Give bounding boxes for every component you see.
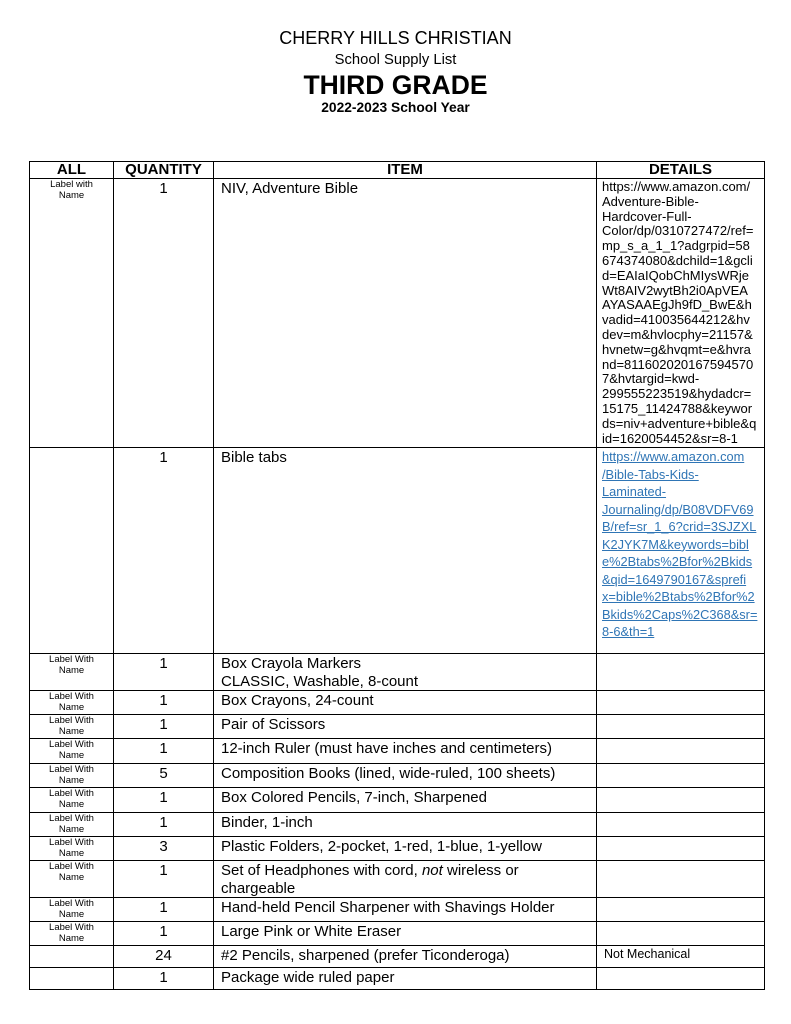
column-header-item: ITEM [214, 162, 597, 179]
url-line: Color/dp/0310727472/ref= [602, 223, 754, 239]
link-line[interactable]: x=bible%2Btabs%2Bfor%2 [602, 589, 755, 604]
url-line: Adventure-Bible- [602, 193, 699, 209]
supply-row [30, 861, 765, 898]
label-note-line: Name [58, 725, 85, 737]
url-line: https://www.amazon.com/ [602, 179, 751, 194]
details-cell [597, 861, 765, 898]
item-text: Set of Headphones with cord, [221, 862, 422, 879]
supply-row [30, 739, 765, 764]
item-cell [214, 861, 597, 898]
supply-row [30, 813, 765, 837]
school-year: 2022-2023 School Year [321, 100, 470, 115]
details-cell [597, 922, 765, 946]
label-note-line: Label With [49, 739, 94, 750]
label-note-line: Name [58, 847, 85, 859]
details-url-text [602, 179, 762, 446]
link-line[interactable]: 8-6&th=1 [602, 624, 655, 639]
url-line: id=1620054452&sr=8-1 [602, 430, 738, 446]
supply-row [30, 946, 765, 968]
quantity-cell: 1 [114, 898, 214, 922]
bible-tabs-link[interactable] [602, 448, 762, 641]
quantity-cell: 24 [114, 946, 214, 968]
url-line: hvnetw=g&hvqmt=e&hvra [602, 341, 751, 357]
link-line[interactable]: https://www.amazon.com [602, 449, 745, 464]
item-line: Box Crayola Markers [221, 655, 362, 672]
url-line: AYASAAEgJh9fD_BwE&h [602, 297, 752, 313]
column-header-quantity: QUANTITY [114, 162, 214, 179]
item-cell: #2 Pencils, sharpened (prefer Ticonderoga) [214, 946, 597, 968]
supply-row [30, 179, 765, 448]
column-header-all: ALL [30, 162, 114, 179]
item-cell: Box Colored Pencils, 7-inch, Sharpened [214, 788, 597, 813]
details-cell [597, 764, 765, 788]
label-note-line: Label With [49, 764, 94, 775]
url-line: dev=m&hvlocphy=21157& [602, 326, 753, 342]
school-name: CHERRY HILLS CHRISTIAN [279, 28, 512, 48]
label-note-line: Name [58, 749, 85, 761]
label-note-cell [30, 968, 114, 990]
label-note-line: Label With [49, 715, 94, 726]
supply-table [29, 161, 765, 990]
label-note-line: Name [58, 664, 85, 676]
link-line[interactable]: &qid=1649790167&sprefi [602, 571, 747, 587]
details-cell [597, 898, 765, 922]
supply-row [30, 691, 765, 715]
label-note-line: Name [58, 932, 85, 944]
details-cell [597, 715, 765, 739]
url-line: ds=niv+adventure+bible&q [602, 415, 757, 431]
details-cell [597, 654, 765, 691]
url-line: d=EAIaIQobChMIysWRje [602, 267, 750, 283]
label-note-cell [30, 861, 114, 898]
quantity-cell: 3 [114, 837, 214, 861]
url-line: 7&hvtargid=kwd- [602, 371, 700, 387]
item-cell: Bible tabs [214, 448, 597, 654]
link-line[interactable]: Journaling/dp/B08VDFV69 [602, 501, 754, 517]
supply-row [30, 764, 765, 788]
quantity-cell: 5 [114, 764, 214, 788]
supply-row [30, 837, 765, 861]
details-cell [597, 448, 765, 654]
quantity-cell: 1 [114, 654, 214, 691]
item-line: CLASSIC, Washable, 8-count [221, 672, 419, 690]
label-note-cell [30, 715, 114, 739]
label-note-cell [30, 837, 114, 861]
label-note-line: Label with [50, 179, 93, 190]
item-cell: Hand-held Pencil Sharpener with Shavings Holder [214, 898, 597, 922]
details-cell [597, 813, 765, 837]
item-text: wireless or chargeable [221, 862, 519, 897]
item-cell: Binder, 1-inch [214, 813, 597, 837]
link-line[interactable]: B/ref=sr_1_6?crid=3SJZXL [602, 519, 757, 534]
label-note-line: Label With [49, 691, 94, 702]
supply-row [30, 968, 765, 990]
item-cell: Plastic Folders, 2-pocket, 1-red, 1-blue, 1-yellow [214, 837, 597, 861]
url-line: vadid=410035644212&hv [602, 312, 750, 328]
item-cell: Pair of Scissors [214, 715, 597, 739]
item-cell: NIV, Adventure Bible [214, 179, 597, 448]
supply-row [30, 654, 765, 691]
supply-row [30, 922, 765, 946]
link-line[interactable]: e%2Btabs%2Bfor%2Bkids [602, 554, 753, 569]
label-note-line: Label With [49, 654, 94, 665]
details-cell [597, 788, 765, 813]
label-note-line: Label With [49, 898, 94, 909]
item-cell: Box Crayons, 24-count [214, 691, 597, 715]
details-cell [597, 968, 765, 990]
label-note-cell [30, 691, 114, 715]
label-note-line: Label With [49, 837, 94, 848]
details-cell [597, 179, 765, 448]
link-line[interactable]: K2JYK7M&keywords=bibl [602, 536, 749, 552]
url-line: nd=811602020167594570 [602, 356, 754, 372]
label-note-cell [30, 448, 114, 654]
item-cell: Package wide ruled paper [214, 968, 597, 990]
label-note-cell [30, 946, 114, 968]
table-header-row [30, 162, 765, 179]
url-line: 299555223519&hydadcr= [602, 386, 752, 402]
label-note-cell [30, 788, 114, 813]
quantity-cell: 1 [114, 715, 214, 739]
url-line: Hardcover-Full- [602, 208, 692, 224]
quantity-cell: 1 [114, 968, 214, 990]
details-cell [597, 837, 765, 861]
item-cell: Large Pink or White Eraser [214, 922, 597, 946]
list-title: School Supply List [334, 52, 457, 68]
supply-row [30, 715, 765, 739]
item-cell: Composition Books (lined, wide-ruled, 100 sheets) [214, 764, 597, 788]
label-note-line: Name [58, 908, 85, 920]
item-cell [214, 654, 597, 691]
details-cell [597, 946, 765, 968]
label-note-line: Name [58, 774, 85, 786]
quantity-cell: 1 [114, 922, 214, 946]
column-header-details: DETAILS [597, 162, 765, 179]
label-note-cell [30, 179, 114, 448]
supply-row [30, 898, 765, 922]
supply-row [30, 448, 765, 654]
item-emphasis: not [421, 862, 443, 879]
label-note-line: Name [58, 189, 85, 201]
label-note-cell [30, 922, 114, 946]
url-line: mp_s_a_1_1?adgrpid=58 [602, 238, 750, 254]
quantity-cell: 1 [114, 448, 214, 654]
label-note-line: Name [58, 701, 85, 713]
link-line[interactable]: Bkids%2Caps%2C368&sr= [602, 606, 758, 622]
url-line: 15175_11424788&keywor [602, 400, 753, 416]
label-note-cell [30, 813, 114, 837]
quantity-cell: 1 [114, 788, 214, 813]
grade-title: THIRD GRADE [303, 70, 488, 100]
quantity-cell: 1 [114, 739, 214, 764]
label-note-cell [30, 764, 114, 788]
details-cell [597, 739, 765, 764]
label-note-line: Name [58, 823, 85, 835]
details-cell [597, 691, 765, 715]
label-note-line: Label With [49, 922, 94, 933]
quantity-cell: 1 [114, 813, 214, 837]
url-line: 674374080&dchild=1&gcli [602, 252, 753, 268]
item-cell: 12-inch Ruler (must have inches and centimeters) [214, 739, 597, 764]
label-note-line: Name [58, 798, 85, 810]
label-note-line: Label With [49, 861, 94, 872]
link-line[interactable]: /Bible-Tabs-Kids- [602, 466, 699, 482]
link-line[interactable]: Laminated- [602, 484, 667, 499]
label-note-cell [30, 739, 114, 764]
label-note-cell [30, 898, 114, 922]
url-line: Wt8AIV2wytBh2i0ApVEA [602, 282, 748, 298]
label-note-cell [30, 654, 114, 691]
quantity-cell: 1 [114, 179, 214, 448]
details-note: Not Mechanical [604, 947, 691, 961]
label-note-line: Label With [49, 813, 94, 824]
supply-row [30, 788, 765, 813]
label-note-line: Name [58, 871, 85, 883]
label-note-line: Label With [49, 788, 94, 799]
quantity-cell: 1 [114, 861, 214, 898]
quantity-cell: 1 [114, 691, 214, 715]
